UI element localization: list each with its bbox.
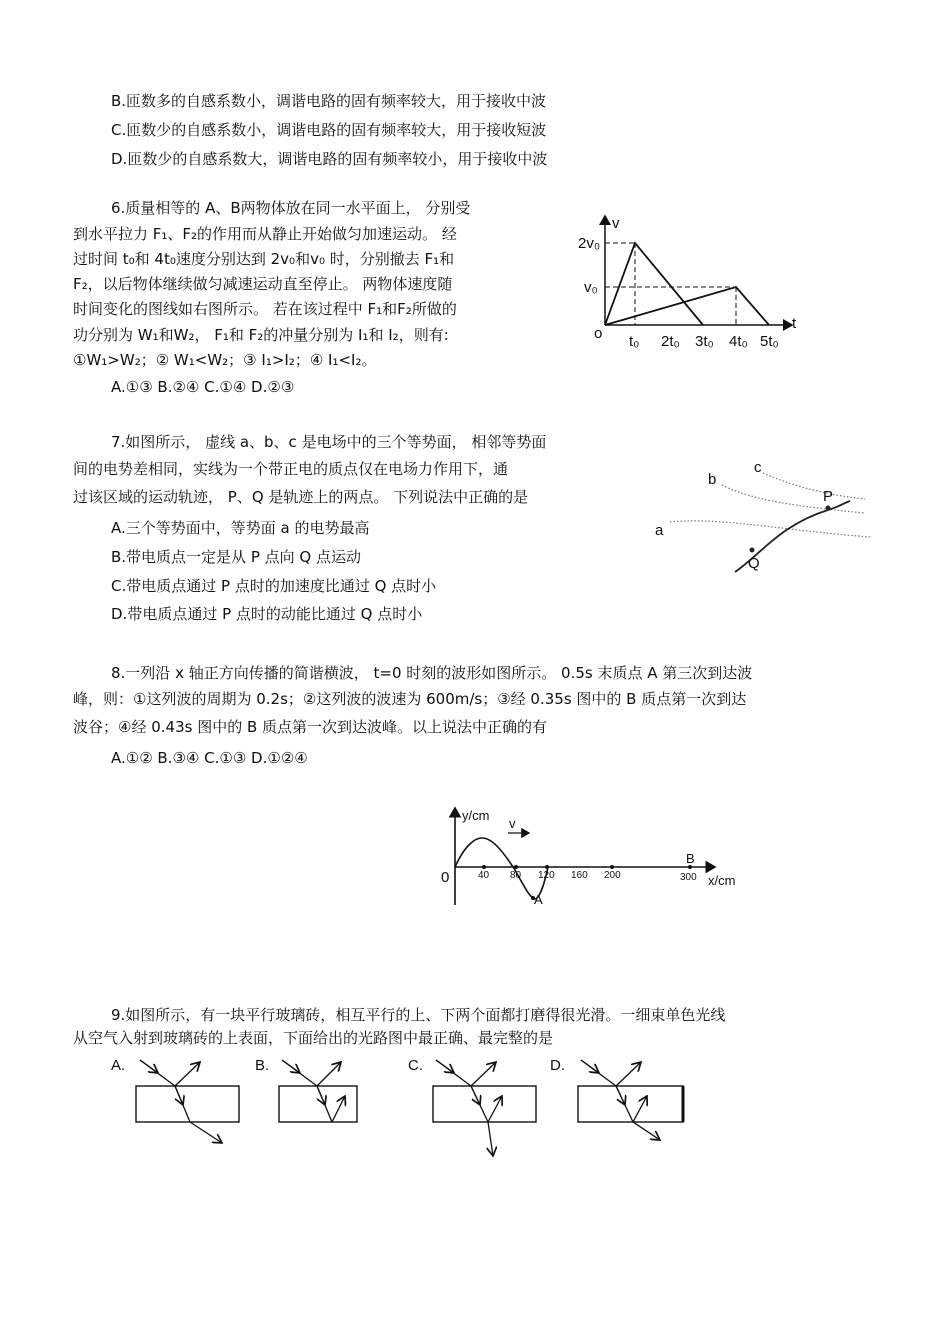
q6-line-2: 到水平拉力 F₁、F₂的作用而从静止开始做匀加速运动。 经	[73, 225, 457, 243]
q7-equipotential-b	[722, 485, 865, 513]
q9-diagram-c	[433, 1060, 536, 1156]
q9-glass-c	[433, 1086, 536, 1122]
q6-choices: A.①③ B.②④ C.①④ D.②③	[111, 378, 295, 396]
q6-label-origin: o	[594, 325, 603, 342]
q7-label-q: Q	[748, 555, 760, 572]
q6-line-3: 过时间 t₀和 4t₀速度分别达到 2v₀和v₀ 时，分别撤去 F₁和	[73, 250, 455, 268]
q6-label-t: t	[792, 315, 797, 332]
q6-label-3t0: 3t₀	[695, 333, 714, 350]
q7-line-1: 7.如图所示， 虚线 a、b、c 是电场中的三个等势面， 相邻等势面	[111, 433, 547, 451]
q8-label-y: y/cm	[462, 808, 490, 823]
q8-label-b: B	[686, 851, 695, 866]
q8-tick-120: 120	[538, 870, 555, 881]
q9-diagram-b	[279, 1060, 357, 1122]
q6-label-v0: v₀	[584, 279, 598, 296]
q8-waveform	[455, 838, 548, 899]
q7-equipotential-c	[763, 473, 865, 499]
q8-line-3: 波谷；④经 0.43s 图中的 B 质点第一次到达波峰。以上说法中正确的有	[73, 718, 548, 736]
q6-line-7: ①W₁>W₂；② W₁<W₂；③ I₁>I₂；④ I₁<I₂。	[73, 351, 377, 369]
q9-label-a: A.	[111, 1057, 126, 1074]
q8-label-x: x/cm	[708, 873, 736, 888]
q7-equipotential-a	[670, 521, 870, 537]
q9-line-2: 从空气入射到玻璃砖的上表面，下面给出的光路图中最正确、最完整的是	[73, 1029, 554, 1047]
q9-label-b: B.	[255, 1057, 270, 1074]
q9-diagrams	[100, 1050, 700, 1165]
q8-tick-80: 80	[510, 870, 522, 881]
q8-label-origin: 0	[441, 869, 450, 886]
q7-option-c: C.带电质点通过 P 点时的加速度比通过 Q 点时小	[111, 577, 437, 595]
q8-tick-200: 200	[604, 870, 621, 881]
q6-line-6: 功分别为 W₁和W₂， F₁和 F₂的冲量分别为 I₁和 I₂，则有:	[73, 326, 449, 344]
q7-option-d: D.带电质点通过 P 点时的动能比通过 Q 点时小	[111, 605, 423, 623]
q7-label-b: b	[708, 471, 717, 488]
q9-diagram-a	[136, 1060, 239, 1143]
q8-tick-160: 160	[571, 870, 588, 881]
q8-tick-300: 300	[680, 872, 697, 883]
q7-option-a: A.三个等势面中，等势面 a 的电势最高	[111, 519, 370, 537]
q6-label-4t0: 4t₀	[729, 333, 748, 350]
q8-label-a: A	[534, 892, 543, 907]
q8-choices: A.①② B.③④ C.①③ D.①②④	[111, 749, 308, 767]
q6-label-2t0: 2t₀	[661, 333, 680, 350]
q9-label-d: D.	[550, 1057, 565, 1074]
q6-label-t0: t₀	[629, 333, 640, 350]
q6-line-4: F₂，以后物体继续做匀减速运动直至停止。 两物体速度随	[73, 275, 453, 293]
q8-node-40	[482, 865, 486, 869]
q7-label-p: P	[823, 488, 834, 505]
q8-node-80	[514, 865, 518, 869]
q9-glass-b	[279, 1086, 357, 1122]
q7-line-2: 间的电势差相同，实线为一个带正电的质点仅在电场力作用下，通	[73, 460, 509, 478]
q5-option-d: D.匝数少的自感系数大，调谐电路的固有频率较小，用于接收中波	[111, 150, 548, 168]
q7-line-3: 过该区域的运动轨迹， P、Q 是轨迹上的两点。 下列说法中正确的是	[73, 488, 529, 506]
q6-line-a	[605, 243, 703, 325]
q7-option-b: B.带电质点一定是从 P 点向 Q 点运动	[111, 548, 361, 566]
q7-field-figure	[650, 455, 870, 580]
q8-node-120	[545, 865, 549, 869]
q8-tick-40: 40	[478, 870, 490, 881]
q6-label-v: v	[612, 215, 620, 232]
q5-option-b: B.匝数多的自感系数小，调谐电路的固有频率较大，用于接收中波	[111, 92, 547, 110]
q8-line-1: 8.一列沿 x 轴正方向传播的简谐横波， t=0 时刻的波形如图所示。 0.5s 末质点 A 第三次到达波	[111, 664, 753, 682]
q6-label-2v0: 2v₀	[578, 235, 601, 252]
q7-label-c: c	[754, 459, 762, 476]
q5-option-c: C.匝数少的自感系数小，调谐电路的固有频率较大，用于接收短波	[111, 121, 547, 139]
q9-line-1: 9.如图所示，有一块平行玻璃砖，相互平行的上、下两个面都打磨得很光滑。一细束单色光线	[111, 1006, 726, 1024]
q7-point-p	[826, 506, 831, 511]
q7-label-a: a	[655, 522, 664, 539]
q6-label-5t0: 5t₀	[760, 333, 779, 350]
q6-line-1: 6.质量相等的 A、B两物体放在同一水平面上， 分别受	[111, 199, 471, 217]
q6-vt-graph	[570, 210, 810, 355]
q7-point-q	[750, 548, 755, 553]
q8-wave-graph	[430, 800, 760, 915]
q8-label-v: v	[509, 816, 516, 831]
q8-node-200	[610, 865, 614, 869]
q9-label-c: C.	[408, 1057, 423, 1074]
q9-diagram-d	[578, 1060, 683, 1140]
q6-line-5: 时间变化的图线如右图所示。 若在该过程中 F₁和F₂所做的	[73, 300, 457, 318]
q8-line-2: 峰，则：①这列波的周期为 0.2s；②这列波的波速为 600m/s；③经 0.35s 图中的 B 质点第一次到达	[73, 690, 747, 708]
